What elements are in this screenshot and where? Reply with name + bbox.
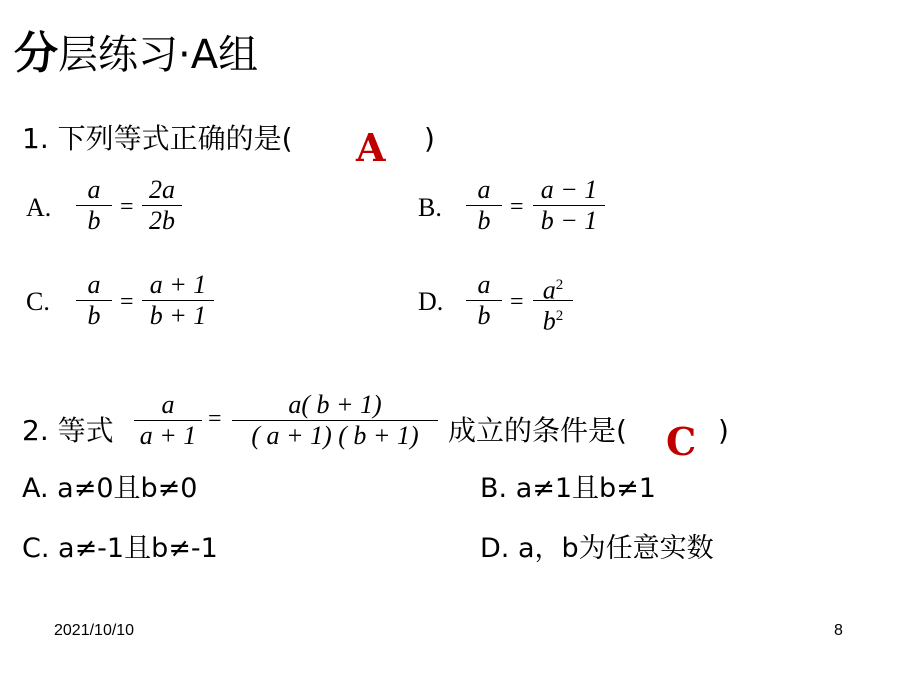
q2-fraction-rhs bbox=[232, 390, 438, 451]
denominator: ( a + 1) ( b + 1) bbox=[251, 421, 419, 450]
numerator: a bbox=[161, 390, 175, 419]
q1-close-paren: ) bbox=[424, 122, 435, 155]
numerator: a bbox=[477, 175, 491, 204]
denominator: b − 1 bbox=[540, 206, 598, 235]
fraction-lhs bbox=[76, 175, 112, 236]
q1-answer: A bbox=[356, 125, 386, 170]
page-number: 8 bbox=[834, 622, 843, 639]
numerator: a bbox=[477, 270, 491, 299]
denominator: b + 1 bbox=[149, 301, 207, 330]
fraction-lhs bbox=[466, 175, 502, 236]
denominator-base: b bbox=[542, 306, 556, 336]
title-first-char: 分 bbox=[14, 28, 58, 79]
fraction-rhs bbox=[142, 270, 214, 331]
denominator: 2b bbox=[149, 206, 175, 235]
q2-answer: C bbox=[666, 419, 697, 464]
q2-prompt: 2. 等式 bbox=[22, 414, 114, 447]
fraction-lhs bbox=[76, 270, 112, 331]
q2-option-a: A. a≠0且b≠0 bbox=[22, 473, 198, 504]
q2-option-b: B. a≠1且b≠1 bbox=[480, 473, 656, 504]
fraction-rhs bbox=[142, 175, 182, 236]
slide-title bbox=[14, 30, 258, 79]
numerator: a bbox=[87, 175, 101, 204]
q2-close-paren: ) bbox=[718, 414, 729, 447]
numerator: a( b + 1) bbox=[288, 390, 382, 419]
denominator: b bbox=[477, 206, 491, 235]
denominator: b bbox=[477, 301, 491, 330]
denominator: b bbox=[87, 301, 101, 330]
numerator-exponent: 2 bbox=[555, 277, 564, 293]
numerator-base: a bbox=[542, 275, 556, 305]
numerator: a + 1 bbox=[149, 270, 207, 299]
equals-sign: = bbox=[510, 289, 524, 315]
option-label: D. bbox=[418, 287, 444, 316]
denominator: b bbox=[87, 206, 101, 235]
q2-suffix: 成立的条件是( bbox=[448, 414, 627, 447]
equals-sign: = bbox=[510, 194, 524, 220]
q2-fraction-lhs bbox=[134, 390, 202, 451]
denominator: a + 1 bbox=[139, 421, 197, 450]
fraction-rhs bbox=[533, 270, 573, 336]
numerator: a bbox=[87, 270, 101, 299]
fraction-lhs bbox=[466, 270, 502, 331]
equals-sign: = bbox=[120, 289, 134, 315]
option-label: A. bbox=[26, 193, 52, 222]
equals-sign: = bbox=[120, 194, 134, 220]
numerator: 2a bbox=[149, 175, 175, 204]
footer-date: 2021/10/10 bbox=[54, 622, 135, 639]
title-rest: 层练习·A组 bbox=[58, 32, 259, 78]
q2-equals-sign: = bbox=[208, 406, 222, 432]
denominator-exponent: 2 bbox=[555, 308, 564, 324]
fraction-rhs bbox=[533, 175, 605, 236]
q2-option-d: D. a，b为任意实数 bbox=[480, 533, 714, 564]
numerator: a − 1 bbox=[540, 175, 598, 204]
option-label: C. bbox=[26, 287, 50, 316]
q1-prompt: 1. 下列等式正确的是( bbox=[22, 122, 293, 155]
q2-option-c: C. a≠-1且b≠-1 bbox=[22, 533, 218, 564]
option-label: B. bbox=[418, 193, 442, 222]
